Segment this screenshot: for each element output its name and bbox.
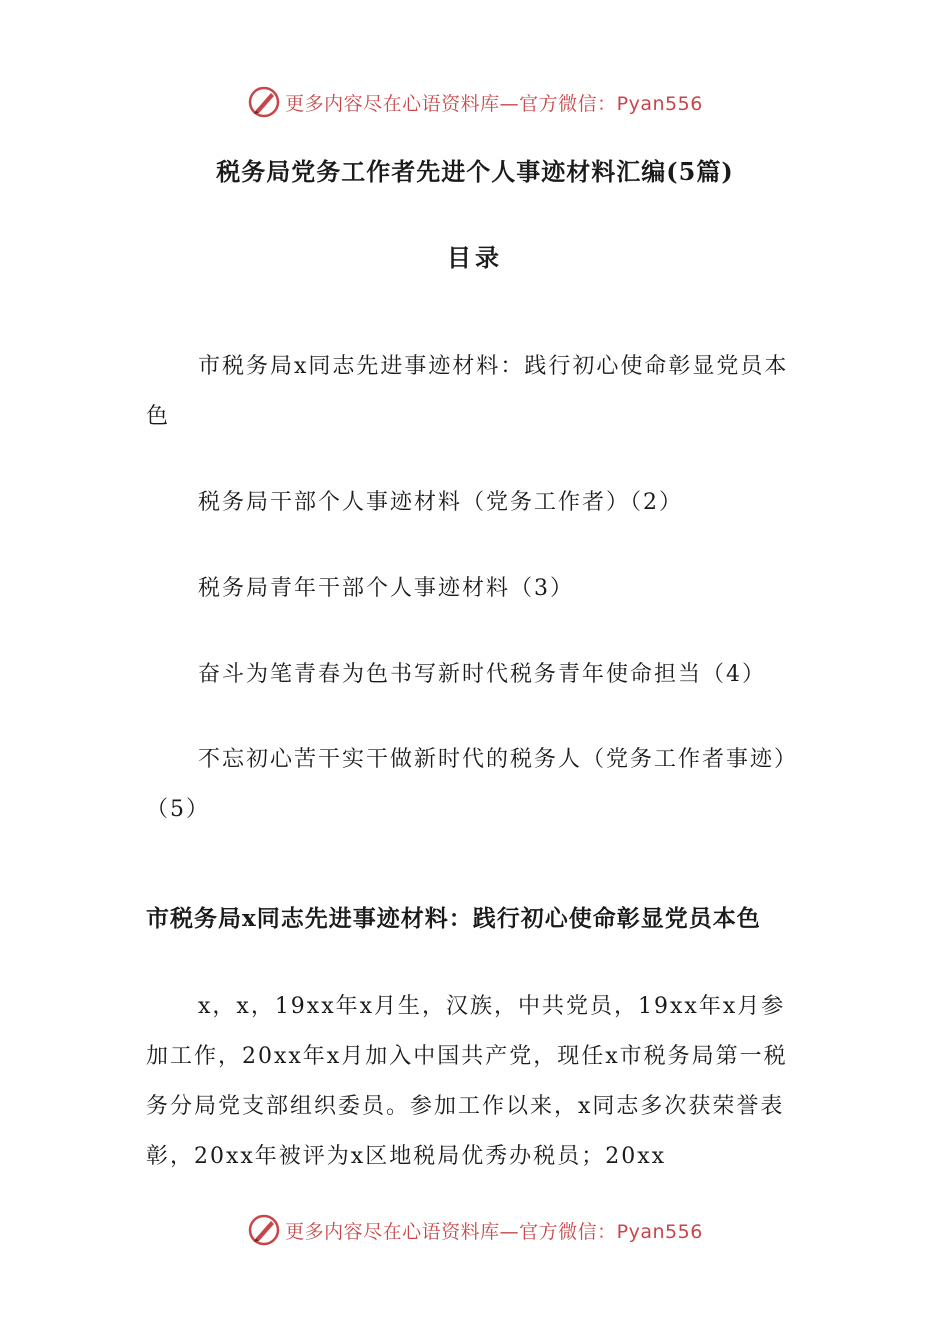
watermark-header: [0, 84, 950, 120]
watermark-footer: [0, 1212, 950, 1248]
toc-item: 不忘初心苦干实干做新时代的税务人（党务工作者事迹）（5）: [146, 747, 799, 822]
watermark-text: 更多内容尽在心语资料库—官方微信：Pyan556: [285, 92, 703, 115]
pen-logo-icon: [247, 85, 281, 119]
toc-item: 税务局干部个人事迹材料（党务工作者）（2）: [198, 490, 683, 515]
watermark-text: 更多内容尽在心语资料库—官方微信：Pyan556: [285, 1220, 703, 1243]
body-paragraph: x，x，19xx年x月生，汉族，中共党员，19xx年x月参加工作，20xx年x月加入中国共产党，现任x市税务局第一税务分局党支部组织委员。参加工作以来，x同志多次获荣誉表彰，20xx年被评为x区地税局优秀办税员；20xx: [146, 994, 788, 1169]
toc-item: 税务局青年干部个人事迹材料（3）: [198, 576, 574, 601]
toc-heading: 目录: [447, 243, 503, 272]
pen-logo-icon: [247, 1213, 281, 1247]
toc-item: 市税务局x同志先进事迹材料：践行初心使命彰显党员本色: [146, 354, 789, 429]
toc-item: 奋斗为笔青春为色书写新时代税务青年使命担当（4）: [198, 662, 766, 687]
document-title: 税务局党务工作者先进个人事迹材料汇编(5篇): [216, 157, 734, 186]
section-title: 市税务局x同志先进事迹材料：践行初心使命彰显党员本色: [146, 905, 761, 932]
